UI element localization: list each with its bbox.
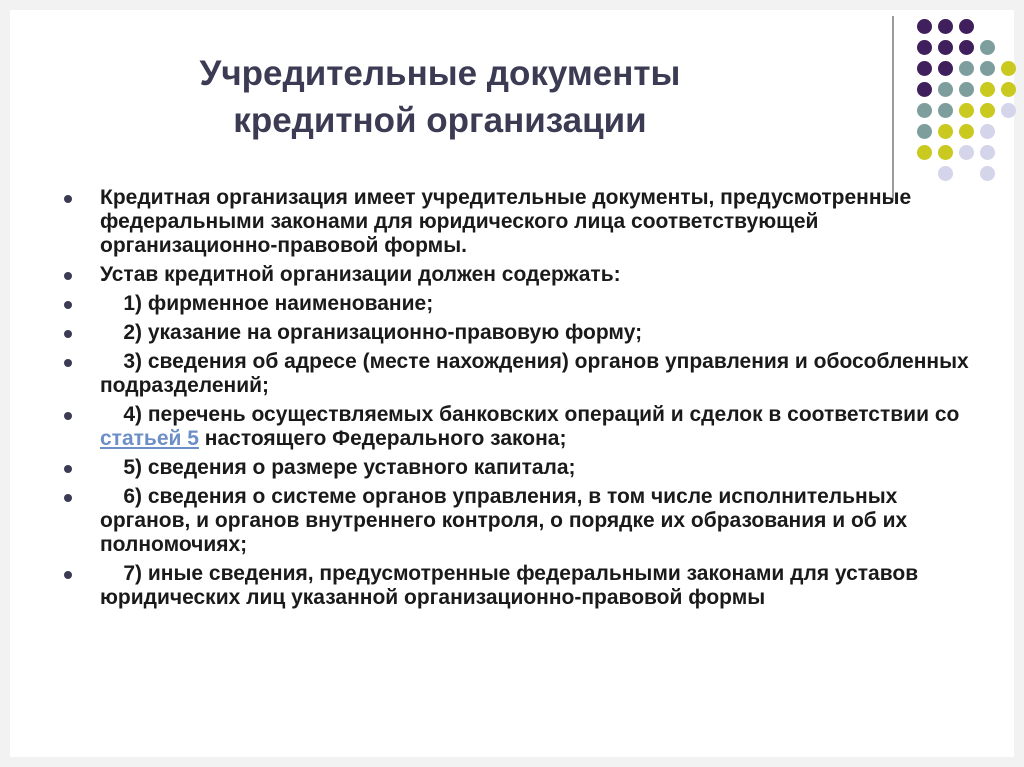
bullet-icon (64, 195, 72, 203)
decorative-dot (917, 61, 932, 76)
decorative-dot (1001, 103, 1016, 118)
list-item-text: 7) иные сведения, предусмотренные федеральными законами для уставов юридических лиц указанной организационно-правовой формы (100, 562, 924, 609)
list-item (60, 186, 980, 258)
decorative-dot (959, 82, 974, 97)
decorative-dot (938, 124, 953, 139)
list-item (60, 403, 980, 451)
decorative-dot (959, 19, 974, 34)
bullet-icon (64, 494, 72, 502)
decorative-dot (938, 145, 953, 160)
slide-title (160, 50, 720, 144)
bullet-icon (64, 272, 72, 280)
decorative-dot (917, 145, 932, 160)
bullet-icon (64, 412, 72, 420)
list-item-text: Устав кредитной организации должен содержать: (100, 263, 621, 286)
list-item (60, 456, 980, 480)
article-5-link[interactable]: статьей 5 (100, 427, 199, 450)
decorative-dot (938, 19, 953, 34)
list-item-text: 5) сведения о размере уставного капитала; (100, 456, 576, 479)
decorative-dot (917, 19, 932, 34)
list-item-text: 1) фирменное наименование; (100, 292, 434, 315)
decorative-dot (917, 124, 932, 139)
decorative-dot (938, 103, 953, 118)
decorative-dot (959, 61, 974, 76)
decorative-dot (980, 40, 995, 55)
decorative-dot (980, 61, 995, 76)
list-item (60, 562, 980, 610)
list-item (60, 292, 980, 316)
decorative-dot (980, 82, 995, 97)
list-item (60, 263, 980, 287)
bullet-icon (64, 465, 72, 473)
list-item-text: 6) сведения о системе органов управления, в том числе исполнительных органов, и органов внутреннего контроля, о порядке их образования и об их полномочиях; (100, 485, 914, 556)
bullet-icon (64, 301, 72, 309)
decorative-dot (959, 124, 974, 139)
decorative-dot-grid (908, 15, 1018, 175)
bullet-icon (64, 330, 72, 338)
list-item (60, 485, 980, 557)
decorative-dot (959, 40, 974, 55)
decorative-dot (959, 103, 974, 118)
decorative-dot (980, 124, 995, 139)
decorative-dot (917, 82, 932, 97)
list-item (60, 350, 980, 398)
decorative-dot (959, 145, 974, 160)
list-item-text-after: настоящего Федерального закона; (198, 427, 567, 450)
decorative-dot (938, 40, 953, 55)
decorative-dot (917, 103, 932, 118)
decorative-dot (980, 145, 995, 160)
bullet-icon (64, 571, 72, 579)
list-item-text: Кредитная организация имеет учредительные документы, предусмотренные федеральными законами для юридического лица соответствующей организационно-правовой формы. (100, 186, 912, 257)
title-line-1: Учредительные документы (199, 54, 681, 93)
decorative-dot (980, 103, 995, 118)
list-item-text: 3) сведения об адресе (месте нахождения) органов управления и обособленных подразделений; (100, 350, 975, 397)
title-line-2: кредитной организации (233, 101, 647, 140)
list-item-text: 2) указание на организационно-правовую форму; (100, 321, 643, 344)
decorative-dot (938, 166, 953, 181)
list-item-text: 4) перечень осуществляемых банковских операций и сделок в соответствии со (100, 403, 966, 426)
decorative-dot (917, 40, 932, 55)
decorative-dot (1001, 61, 1016, 76)
slide (10, 10, 1014, 757)
bullet-icon (64, 359, 72, 367)
list-item (60, 321, 980, 345)
decorative-dot (938, 82, 953, 97)
vertical-divider (892, 16, 894, 199)
decorative-dot (938, 61, 953, 76)
bullet-list (60, 186, 980, 615)
decorative-dot (980, 166, 995, 181)
decorative-dot (1001, 82, 1016, 97)
